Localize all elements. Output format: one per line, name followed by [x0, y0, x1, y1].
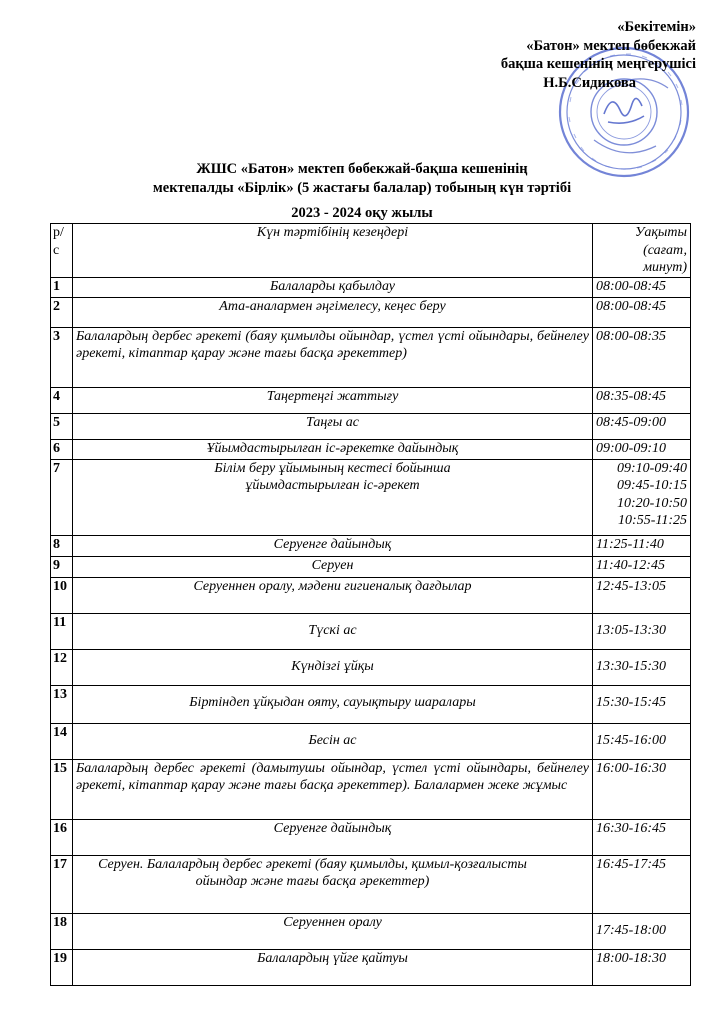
approval-name: Н.Б.Сидикова	[543, 74, 636, 91]
row-stage: Таңғы ас	[73, 413, 593, 439]
row-stage: Түскі ас	[73, 613, 593, 649]
row-stage: Біртіндеп ұйқыдан ояту, сауықтыру шаралары	[73, 685, 593, 723]
row-num: 1	[51, 277, 73, 297]
table-row	[51, 577, 691, 613]
row-num: 9	[51, 556, 73, 577]
row-stage: Білім беру ұйымының кестесі бойынша ұйымдастырылған іс-әрекет	[73, 459, 593, 535]
row-stage: Серуеннен оралу	[73, 913, 593, 949]
table-row	[51, 413, 691, 439]
row-stage: Серуенге дайындық	[73, 819, 593, 855]
row-stage: Балалардың үйге қайтуы	[73, 949, 593, 985]
row-num: 19	[51, 949, 73, 985]
row-num: 2	[51, 297, 73, 327]
table-row	[51, 387, 691, 413]
row-num: 6	[51, 439, 73, 459]
row-time: 11:25-11:40	[593, 535, 691, 556]
row-num: 17	[51, 855, 73, 913]
row-stage: Күндізгі ұйқы	[73, 649, 593, 685]
row-stage: Таңертеңгі жаттығу	[73, 387, 593, 413]
daily-schedule-table	[50, 223, 691, 986]
row-time: 15:30-15:45	[593, 685, 691, 723]
row-num: 12	[51, 649, 73, 685]
row-time: 16:00-16:30	[593, 759, 691, 819]
document-title-line-1: ЖШС «Батон» мектеп бөбекжай-бақша кешенінің	[196, 161, 528, 177]
row-num: 7	[51, 459, 73, 535]
row-num: 16	[51, 819, 73, 855]
table-row	[51, 613, 691, 649]
row-time: 13:30-15:30	[593, 649, 691, 685]
approval-block	[501, 18, 696, 92]
row-num: 10	[51, 577, 73, 613]
table-row	[51, 277, 691, 297]
row-num: 4	[51, 387, 73, 413]
table-header-row	[51, 224, 691, 278]
row-time: 16:30-16:45	[593, 819, 691, 855]
table-row	[51, 819, 691, 855]
row-time: 08:35-08:45	[593, 387, 691, 413]
table-row	[51, 759, 691, 819]
table-row	[51, 949, 691, 985]
table-row	[51, 723, 691, 759]
document-title-line-2: мектепалды «Бірлік» (5 жастағы балалар) тобының күн тәртібі	[152, 180, 572, 196]
table-row	[51, 459, 691, 535]
table-row	[51, 913, 691, 949]
row-num: 15	[51, 759, 73, 819]
row-stage: Балалардың дербес әрекеті (баяу қимылды ойындар, үстел үсті ойындары, бейнелеу әрекеті, кітаптар қарау және тағы басқа әрекеттер)	[73, 327, 593, 387]
row-stage: Ата-аналармен әңгімелесу, кеңес беру	[73, 297, 593, 327]
row-time: 08:45-09:00	[593, 413, 691, 439]
row-stage: Серуеннен оралу, мәдени гигиеналық дағдылар	[73, 577, 593, 613]
table-row	[51, 556, 691, 577]
row-num: 3	[51, 327, 73, 387]
row-time: 13:05-13:30	[593, 613, 691, 649]
row-time: 12:45-13:05	[593, 577, 691, 613]
row-time: 09:10-09:40 09:45-10:15 10:20-10:50 10:55-11:25	[593, 459, 691, 535]
row-num: 14	[51, 723, 73, 759]
row-time: 18:00-18:30	[593, 949, 691, 985]
table-row	[51, 855, 691, 913]
row-time: 16:45-17:45	[593, 855, 691, 913]
row-time: 11:40-12:45	[593, 556, 691, 577]
header-time: Уақыты (сағат, минут)	[593, 224, 691, 278]
row-num: 13	[51, 685, 73, 723]
row-stage: Ұйымдастырылған іс-әрекетке дайындық	[73, 439, 593, 459]
table-row	[51, 439, 691, 459]
row-time: 17:45-18:00	[593, 913, 691, 949]
row-time: 08:00-08:45	[593, 297, 691, 327]
row-stage: Бесін ас	[73, 723, 593, 759]
row-stage: Серуенге дайындық	[73, 535, 593, 556]
row-num: 5	[51, 413, 73, 439]
row-num: 18	[51, 913, 73, 949]
table-row	[51, 685, 691, 723]
approval-line-1: «Бекітемін»	[617, 19, 696, 35]
row-time: 08:00-08:45	[593, 277, 691, 297]
academic-year: 2023 - 2024 оқу жылы	[291, 205, 433, 221]
row-stage: Серуен. Балалардың дербес әрекеті (баяу қимылды, қимыл-қозғалысты ойындар және тағы басқа әрекеттер)	[73, 855, 593, 913]
approval-signature-line	[501, 74, 636, 93]
table-row	[51, 327, 691, 387]
header-stage: Күн тәртібінің кезеңдері	[73, 224, 593, 278]
row-stage: Балаларды қабылдау	[73, 277, 593, 297]
row-time: 15:45-16:00	[593, 723, 691, 759]
approval-line-3: бақша кешенінің меңгерушісі	[500, 56, 696, 72]
approval-line-2: «Батон» мектеп бөбекжай	[526, 37, 696, 54]
table-row	[51, 535, 691, 556]
row-stage: Балалардың дербес әрекеті (дамытушы ойындар, үстел үсті ойындары, бейнелеу әрекеті, кітаптар қарау және тағы басқа әрекеттер). Балалармен жеке жұмыс	[73, 759, 593, 819]
table-row	[51, 297, 691, 327]
table-row	[51, 649, 691, 685]
row-time: 09:00-09:10	[593, 439, 691, 459]
row-num: 8	[51, 535, 73, 556]
row-time: 08:00-08:35	[593, 327, 691, 387]
header-num: р/с	[51, 224, 73, 278]
row-num: 11	[51, 613, 73, 649]
row-stage: Серуен	[73, 556, 593, 577]
